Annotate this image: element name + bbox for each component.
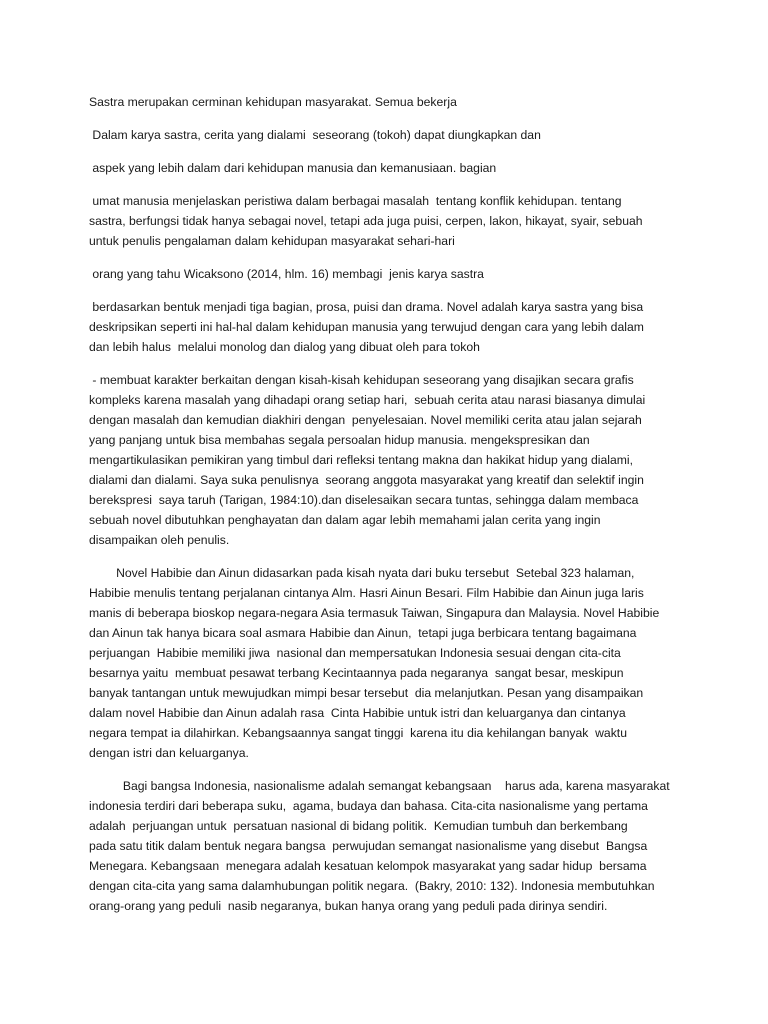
- text-line: manis di beberapa bioskop negara-negara Asia termasuk Taiwan, Singapura dan Malaysia. Novel Habibie: [89, 606, 660, 620]
- paragraph: [89, 125, 669, 145]
- text-line: mengartikulasikan pemikiran yang timbul dari refleksi tentang makna dan hakikat hidup yang dialami,: [89, 453, 633, 467]
- text-line: dialami dan dialami. Saya suka penulisnya seorang anggota masyarakat yang kreatif dan selektif ingin: [89, 473, 644, 487]
- text-line: Habibie menulis tentang perjalanan cintanya Alm. Hasri Ainun Besari. Film Habibie dan Ainun juga laris: [89, 586, 644, 600]
- text-line: Bagi bangsa Indonesia, nasionalisme adalah semangat kebangsaan harus ada, karena masyarakat: [89, 779, 670, 793]
- text-line: Dalam karya sastra, cerita yang dialami seseorang (tokoh) dapat diungkapkan dan: [89, 128, 541, 142]
- paragraph: [89, 92, 669, 112]
- paragraph-spacing: [89, 763, 669, 776]
- text-line: berdasarkan bentuk menjadi tiga bagian, prosa, puisi dan drama. Novel adalah karya sastra yang bisa: [89, 300, 644, 314]
- text-line: aspek yang lebih dalam dari kehidupan manusia dan kemanusiaan. bagian: [89, 161, 497, 175]
- paragraph-spacing: [89, 550, 669, 563]
- text-line: Novel Habibie dan Ainun didasarkan pada kisah nyata dari buku tersebut Setebal 323 halaman,: [89, 566, 635, 580]
- paragraph-spacing: [89, 251, 669, 264]
- text-line: adalah perjuangan untuk persatuan nasional di bidang politik. Kemudian tumbuh dan berkembang: [89, 819, 628, 833]
- text-line: untuk penulis pengalaman dalam kehidupan masyarakat sehari-hari: [89, 234, 455, 248]
- text-line: dan Ainun tak hanya bicara soal asmara Habibie dan Ainun, tetapi juga berbicara tentang bagaimana: [89, 626, 637, 640]
- paragraph-spacing: [89, 178, 669, 191]
- text-line: sebuah novel dibutuhkan penghayatan dan dalam agar lebih memahami jalan cerita yang ingin: [89, 513, 601, 527]
- paragraph: [89, 158, 669, 178]
- text-line: dengan istri dan keluarganya.: [89, 746, 249, 760]
- text-line: yang panjang untuk bisa membahas segala persoalan hidup manusia. mengekspresikan dan: [89, 433, 590, 447]
- text-line: dan lebih halus melalui monolog dan dialog yang dibuat oleh para tokoh: [89, 340, 480, 354]
- text-line: Menegara. Kebangsaan menegara adalah kesatuan kelompok masyarakat yang sadar hidup bersama: [89, 859, 647, 873]
- paragraph-spacing: [89, 145, 669, 158]
- text-line: berekspresi saya taruh (Tarigan, 1984:10).dan diselesaikan secara tuntas, sehingga dalam membaca: [89, 493, 639, 507]
- text-line: sastra, berfungsi tidak hanya sebagai novel, tetapi ada juga puisi, cerpen, lakon, hikayat, syair, sebuah: [89, 214, 643, 228]
- paragraph: [89, 776, 669, 916]
- text-line: banyak tantangan untuk mewujudkan mimpi besar tersebut dia melanjutkan. Pesan yang disampaikan: [89, 686, 644, 700]
- paragraph-spacing: [89, 112, 669, 125]
- paragraph: [89, 191, 669, 251]
- text-line: perjuangan Habibie memiliki jiwa nasional dan mempersatukan Indonesia sesuai dengan cita-cita: [89, 646, 621, 660]
- text-line: disampaikan oleh penulis.: [89, 533, 230, 547]
- text-line: indonesia terdiri dari beberapa suku, agama, budaya dan bahasa. Cita-cita nasionalisme yang pertama: [89, 799, 648, 813]
- text-line: dengan masalah dan kemudian diakhiri dengan penyelesaian. Novel memiliki cerita atau jalan sejarah: [89, 413, 642, 427]
- paragraph: [89, 370, 669, 550]
- text-line: Sastra merupakan cerminan kehidupan masyarakat. Semua bekerja: [89, 95, 457, 109]
- paragraph: [89, 563, 669, 763]
- text-line: besarnya yaitu membuat pesawat terbang Kecintaannya pada negaranya sangat besar, meskipun: [89, 666, 624, 680]
- paragraph-spacing: [89, 284, 669, 297]
- text-line: kompleks karena masalah yang dihadapi orang setiap hari, sebuah cerita atau narasi biasanya dimulai: [89, 393, 646, 407]
- text-line: orang yang tahu Wicaksono (2014, hlm. 16) membagi jenis karya sastra: [89, 267, 484, 281]
- document-body: [89, 92, 669, 916]
- paragraph: [89, 297, 669, 357]
- text-line: dengan cita-cita yang sama dalamhubungan politik negara. (Bakry, 2010: 132). Indonesia membutuhkan: [89, 879, 655, 893]
- text-line: orang-orang yang peduli nasib negaranya, bukan hanya orang yang peduli pada dirinya sendiri.: [89, 899, 608, 913]
- paragraph: [89, 264, 669, 284]
- paragraph-spacing: [89, 357, 669, 370]
- text-line: negara tempat ia dilahirkan. Kebangsaannya sangat tinggi karena itu dia kehilangan banyak waktu: [89, 726, 627, 740]
- text-line: umat manusia menjelaskan peristiwa dalam berbagai masalah tentang konflik kehidupan. tentang: [89, 194, 622, 208]
- text-line: deskripsikan seperti ini hal-hal dalam kehidupan manusia yang terwujud dengan cara yang lebih dalam: [89, 320, 644, 334]
- text-line: dalam novel Habibie dan Ainun adalah rasa Cinta Habibie untuk istri dan keluarganya dan cintanya: [89, 706, 626, 720]
- text-line: pada satu titik dalam bentuk negara bangsa perwujudan semangat nasionalisme yang disebut Bangsa: [89, 839, 648, 853]
- text-line: - membuat karakter berkaitan dengan kisah-kisah kehidupan seseorang yang disajikan secara grafis: [89, 373, 634, 387]
